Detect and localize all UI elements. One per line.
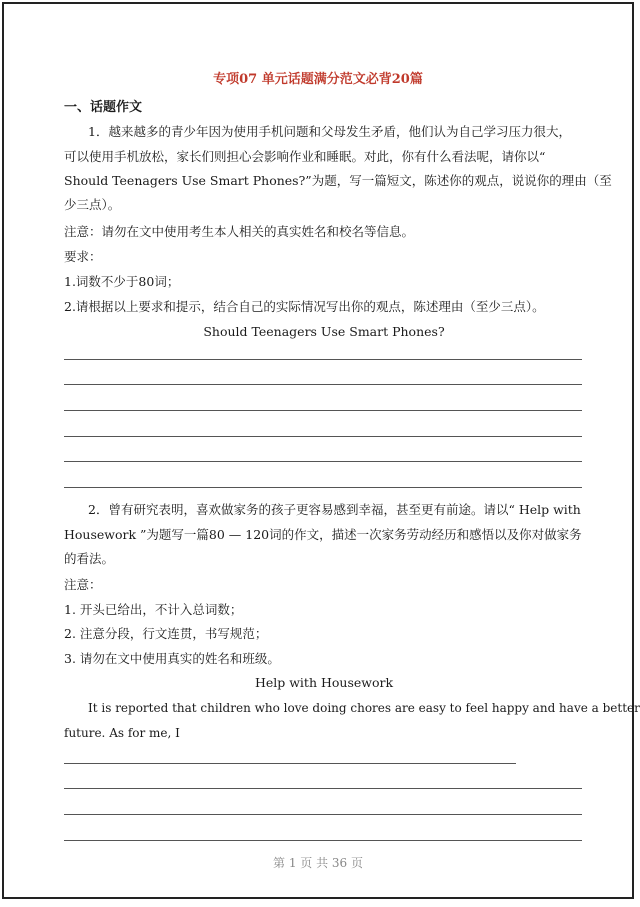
document-title: 专项07 单元话题满分范文必背20篇	[213, 72, 423, 87]
q2-line-1: 2．曾有研究表明，喜欢做家务的孩子更容易感到幸福，甚至更有前途。请以“ Help with	[88, 502, 581, 517]
q2-note-1: 1. 开头已给出，不计入总词数；	[64, 602, 243, 617]
section-heading: 一、话题作文	[64, 100, 143, 115]
writing-line	[64, 840, 582, 841]
page-footer: 第 1 页 共 36 页	[273, 856, 363, 870]
q1-essay-title: Should Teenagers Use Smart Phones?	[203, 324, 445, 339]
writing-line	[64, 384, 582, 385]
writing-line	[64, 461, 582, 462]
writing-line	[64, 359, 582, 360]
q2-opening-line-2: future. As for me, I	[64, 726, 180, 740]
q2-note-label: 注意：	[64, 577, 102, 592]
q1-line-3: Should Teenagers Use Smart Phones?”为题，写一篇短文，陈述你的观点，说说你的理由（至	[64, 173, 612, 188]
q2-note-3: 3. 请勿在文中使用真实的姓名和班级。	[64, 651, 280, 666]
q2-opening-line-1: It is reported that children who love doing chores are easy to feel happy and have a better	[88, 701, 640, 715]
writing-line	[64, 763, 516, 764]
q2-line-2: Housework ”为题写一篇80 — 120词的作文，描述一次家务劳动经历和感悟以及你对做家务	[64, 527, 582, 542]
writing-line	[64, 788, 582, 789]
writing-line	[64, 436, 582, 437]
document-page	[2, 2, 640, 899]
q1-requirement-1: 1.词数不少于80词；	[64, 274, 180, 289]
q1-requirement-2: 2.请根据以上要求和提示，结合自己的实际情况写出你的观点，陈述理由（至少三点）。	[64, 299, 545, 314]
q1-line-2: 可以使用手机放松，家长们则担心会影响作业和睡眠。对此，你有什么看法呢，请你以“	[64, 149, 546, 164]
q1-line-4: 少三点）。	[64, 197, 121, 212]
writing-line	[64, 814, 582, 815]
q2-line-3: 的看法。	[64, 551, 115, 566]
q2-essay-title: Help with Housework	[254, 675, 394, 690]
q1-requirements-label: 要求：	[64, 249, 102, 264]
q2-note-2: 2. 注意分段，行文连贯，书写规范；	[64, 626, 268, 641]
writing-line	[64, 410, 582, 411]
q1-note: 注意：请勿在文中使用考生本人相关的真实姓名和校名等信息。	[64, 224, 415, 239]
writing-line	[64, 487, 582, 488]
q1-line-1: 1．越来越多的青少年因为使用手机问题和父母发生矛盾，他们认为自己学习压力很大，	[88, 124, 571, 139]
